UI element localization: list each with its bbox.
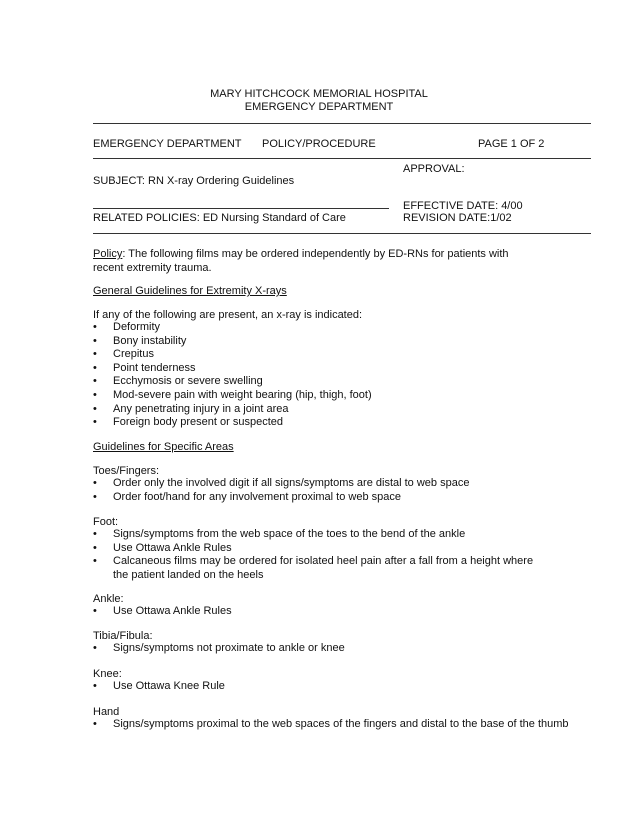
list-item: • Ecchymosis or severe swelling <box>93 375 563 389</box>
policy-label: Policy <box>93 248 123 260</box>
list-item: • Bony instability <box>93 335 563 349</box>
revision-date: REVISION DATE:1/02 <box>403 212 512 224</box>
list-item: • Deformity <box>93 321 563 335</box>
list-item: • Signs/symptoms proximal to the web spaces of the fingers and distal to the base of the thumb <box>93 718 593 732</box>
list-item: • Use Ottawa Ankle Rules <box>93 542 563 556</box>
list-item: • Use Ottawa Knee Rule <box>93 680 563 694</box>
toes-list <box>93 477 563 504</box>
foot-title: Foot: <box>93 516 119 528</box>
foot-list <box>93 528 563 582</box>
ankle-list <box>93 605 563 619</box>
info-type: POLICY/PROCEDURE <box>262 138 376 150</box>
list-item: • Signs/symptoms from the web space of the toes to the bend of the ankle <box>93 528 563 542</box>
department-name: EMERGENCY DEPARTMENT <box>244 101 394 113</box>
list-item: • Crepitus <box>93 348 563 362</box>
divider-2 <box>93 158 591 159</box>
general-heading: General Guidelines for Extremity X-rays <box>93 285 287 297</box>
list-item: • Signs/symptoms not proximate to ankle or knee <box>93 642 563 656</box>
list-item: • Calcaneous films may be ordered for isolated heel pain after a fall from a height where the patient landed on the heels <box>93 555 543 582</box>
list-item: • Order only the involved digit if all signs/symptoms are distal to web space <box>93 477 563 491</box>
tibia-list <box>93 642 563 656</box>
general-intro: If any of the following are present, an x-ray is indicated: <box>93 309 363 321</box>
list-item: • Order foot/hand for any involvement proximal to web space <box>93 491 563 505</box>
related-policies: RELATED POLICIES: ED Nursing Standard of Care <box>93 212 346 224</box>
hand-title: Hand <box>93 706 120 718</box>
hand-list <box>93 718 593 732</box>
tibia-title: Tibia/Fibula: <box>93 630 153 642</box>
knee-title: Knee: <box>93 668 122 680</box>
list-item: • Point tenderness <box>93 362 563 376</box>
list-item: • Foreign body present or suspected <box>93 416 563 430</box>
divider-3 <box>93 208 389 209</box>
effective-date: EFFECTIVE DATE: 4/00 <box>403 200 523 212</box>
divider-1 <box>93 123 591 124</box>
ankle-title: Ankle: <box>93 593 124 605</box>
list-item: • Mod-severe pain with weight bearing (hip, thigh, foot) <box>93 389 563 403</box>
policy-text: : The following films may be ordered independently by ED-RNs for patients with recent extremity trauma. <box>93 248 509 274</box>
specific-heading: Guidelines for Specific Areas <box>93 441 234 453</box>
info-page: PAGE 1 OF 2 <box>478 138 545 150</box>
approval-label: APPROVAL: <box>403 163 465 175</box>
divider-4 <box>93 233 591 234</box>
info-department: EMERGENCY DEPARTMENT <box>93 138 242 150</box>
toes-title: Toes/Fingers: <box>93 465 160 477</box>
hospital-name: MARY HITCHCOCK MEMORIAL HOSPITAL <box>210 88 428 100</box>
subject: SUBJECT: RN X-ray Ordering Guidelines <box>93 175 295 187</box>
general-list <box>93 321 563 430</box>
list-item: • Any penetrating injury in a joint area <box>93 403 563 417</box>
policy-statement <box>93 248 533 275</box>
list-item: • Use Ottawa Ankle Rules <box>93 605 563 619</box>
knee-list <box>93 680 563 694</box>
